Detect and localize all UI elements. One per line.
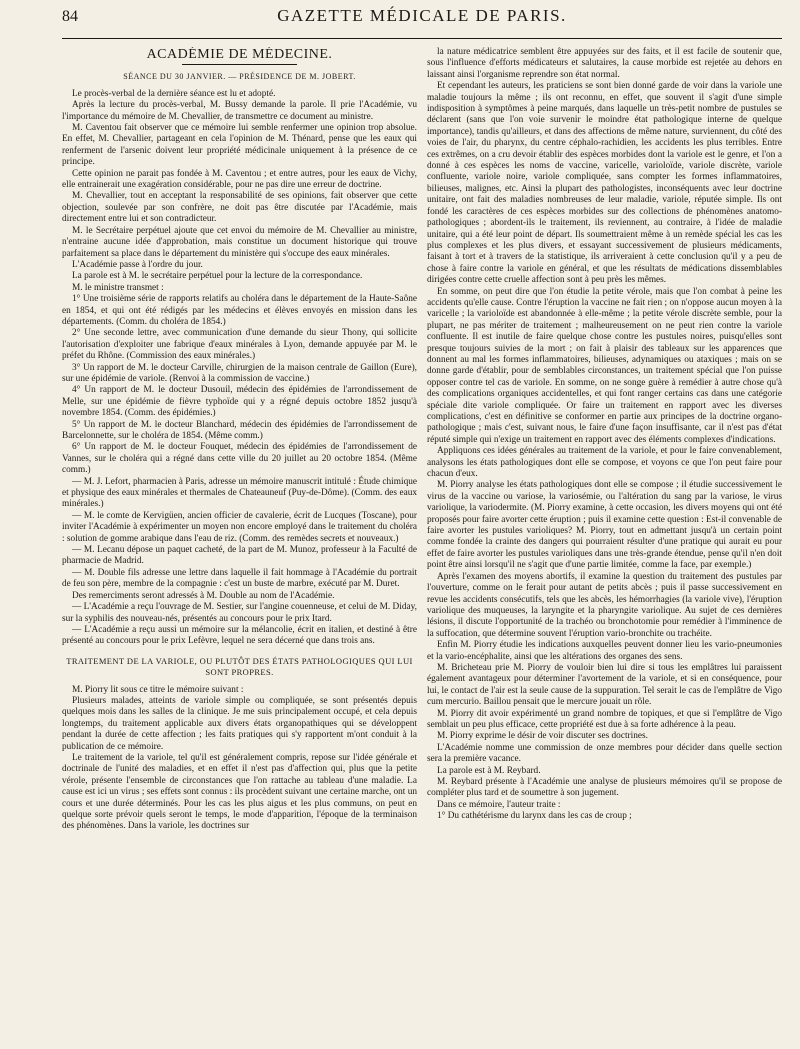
paragraph: M. Piorry dit avoir expérimenté un grand nombre de topiques, et que si l'emplâtre de Vigo semblait un peu plus efficace, cette propriété est due à sa forte adhérence à la peau. [427, 708, 782, 730]
paragraph: 3° Un rapport de M. le docteur Carville, chirurgien de la maison centrale de Gaillon (Eure), sur une épidémie de variole. (Renvoi à la commission de vaccine.) [62, 362, 417, 384]
session-heading: SÉANCE DU 30 JANVIER. — PRÉSIDENCE DE M. JOBERT. [123, 72, 356, 82]
paragraph: L'Académie nomme une commission de onze membres pour décider dans quelle section sera la première vacance. [427, 742, 782, 765]
paragraph: Dans ce mémoire, l'auteur traite : [437, 799, 561, 810]
paragraph: 5° Un rapport de M. le docteur Blanchard, médecin des épidémies de l'arrondissement de Barcelonnette, sur le choléra de 1854. (Même comm.) [62, 419, 417, 441]
paragraph: 6° Un rapport de M. le docteur Fouquet, médecin des épidémies de l'arrondissement de Vannes, sur le choléra qui a régné dans cette ville du 20 juillet au 20 octobre 1854. (Même comm.) [62, 442, 417, 476]
paragraph: La parole est à M. Reybard. [437, 765, 541, 776]
paragraph: — M. J. Lefort, pharmacien à Paris, adresse un mémoire manuscrit intitulé : Étude chimique et physique des eaux minérales et thermales de Chateauneuf (Puy-de-Dôme). (Comm. des eaux minérales.) [62, 476, 417, 510]
paragraph: 1° Du cathétérisme du larynx dans les cas de croup ; [437, 811, 632, 822]
paragraph: la nature médicatrice semblent être appuyées sur des faits, et il est facile de soutenir que, sous l'influence d'efforts médicateurs et salutaires, la cause morbide est rejetée au dehors en laissant ainsi l'organisme reprendre son état normal. [427, 47, 782, 80]
paragraph: Le procès-verbal de la dernière séance est lu et adopté. [72, 88, 276, 99]
paragraph: Après l'examen des moyens abortifs, il examine la question du traitement des pustules par l'ouverture, comme on le ferait pour autant de petits abcès ; puis il passe successivement en revue les accidents consécutifs, tels que les abcès, les hémorrhagies (la variole vive), l'éruption variolique des muqueuses, la laryngite et la pharyngite variolique. Au sujet de ces dernières lésions, il discute l'opportunité de la trachéo ou bronchotomie pour remédier à l'imminence de la suffocation, que détermine souvent l'éruption vario-bronchite ou trachéite. [427, 571, 782, 639]
paragraph: — M. Lecanu dépose un paquet cacheté, de la part de M. Munoz, professeur à la Faculté de pharmacie de Madrid. [62, 545, 417, 567]
columns [62, 47, 782, 1047]
paragraph: — L'Académie a reçu aussi un mémoire sur la mélancolie, écrit en italien, et destiné à être présenté au concours pour le prix Lefèvre, lequel ne sera décerné que dans trois ans. [62, 624, 417, 647]
paragraph: 2° Une seconde lettre, avec communication d'une demande du sieur Thony, qui sollicite l'autorisation d'exploiter une fabrique d'eaux minérales à Lyon, demande appuyée par M. le préfet du Rhône. (Commission des eaux minérales.) [62, 328, 417, 362]
paragraph: M. Caventou fait observer que ce mémoire lui semble renfermer une opinion trop absolue. En effet, M. Chevallier, partageant en cela l'opinion de M. Thénard, pense que les eaux qui renferment de l'arsenic doivent leur propriété médicinale uniquement à la présence de ce principe. [62, 123, 417, 168]
paragraph: 1° Une troisième série de rapports relatifs au choléra dans le département de la Haute-Saône en 1854, et qui ont été rédigés par les médecins et élèves envoyés en mission dans les départements. (Comm. du choléra de 1854.) [62, 294, 417, 327]
paragraph: Le traitement de la variole, tel qu'il est généralement compris, repose sur l'idée générale et doctrinale de l'unité des maladies, et en effet il n'est pas d'affection qui, plus que la petite vérole, présente l'ensemble de circonstances que l'on rattache au tableau d'une maladie. La cause est ici un virus ; ses effets sont connus : ils procèdent suivant une certaine marche, ont un cours et une durée déterminés. Pour les cas les plus aigus et les plus communs, on peut en quelque sorte prévoir quels seront le temps, le mode d'apparition, l'époque de la terminaison des phénomènes. Dans la variole, les doctrines sur [62, 752, 417, 832]
paragraph: 4° Un rapport de M. le docteur Dusouil, médecin des épidémies de l'arrondissement de Melle, sur une épidémie de fièvre typhoïde qui y a régné depuis octobre 1852 jusqu'à novembre 1854. (Comm. des épidémies.) [62, 385, 417, 419]
paragraph: Plusieurs malades, atteints de variole simple ou compliquée, se sont présentés depuis quelques mois dans les salles de la clinique. Je me suis principalement occupé, et cela depuis longtemps, du traitement applicable aux divers états organopathiques qui se développent pendant la durée de cette affection ; les faits pratiques qui s'y rapportent m'ont conduit à la publication de ce mémoire. [62, 695, 417, 752]
paragraph: Après la lecture du procès-verbal, M. Bussy demande la parole. Il prie l'Académie, vu l'importance du mémoire de M. Chevallier, de transmettre ce document au ministre. [62, 100, 417, 122]
page-number: 84 [62, 8, 78, 25]
paragraph: M. Reybard présente à l'Académie une analyse de plusieurs mémoires qu'il se propose de compléter plus tard et de soumettre à son jugement. [427, 777, 782, 799]
paragraph: M. Piorry lit sous ce titre le mémoire suivant : [72, 684, 244, 695]
paragraph: Et cependant les auteurs, les praticiens se sont bien donné garde de voir dans la variole une maladie toujours la même ; ils ont reconnu, en effet, que souvent il s'agit d'une simple indisposition à symptômes à peine marqués, dans laquelle un très-petit nombre de pustules se déclarent (sans que l'on voie survenir le moindre état pathologique interne de quelque importance), tandis qu'ailleurs, et dans des affections de même nature, surviennent, du côté des voies de l'air, du pharynx, du centre céphalo-rachidien, les accidents les plus terribles. Entre ces extrêmes, on a cru devoir établir des espèces morbides dont la variole est le genre, et l'on a donné à ces espèces les noms de vaccine, varicelle, varioloïde, variole discrète, variole confluente, variole noire, variole compliquée, sans compter les formes inflammatoires, bilieuses, malignes, etc. Ainsi la plupart des pathologistes, inconséquents avec leur doctrine unitaire, ont fait des maladies nombreuses de leur maladie, variole, réputée simple. Ils ont fondé les caractères de ces espèces morbides sur des collections de phénomènes anatomo-pathologiques ; abordent-ils le traitement, ils reviennent, au contraire, à l'idée de maladie unitaire, qui a été leur point de départ. Ils soumettraient même à un remède spécial les cas les plus complexes et les plus divers, et essayant successivement de plusieurs médicaments, faisant à tort et à travers de la statistique, ils arriveraient à cette conclusion qu'il y a peu de chose à faire contre la variole en général, et que les résultats de médications dissemblables dirigées contre cette cruelle affection sont à peu près les mêmes. [427, 81, 782, 286]
paragraph: Cette opinion ne parait pas fondée à M. Caventou ; et entre autres, pour les eaux de Vichy, elle entrainerait une exagération considérable, pour ne pas dire une erreur de doctrine. [62, 168, 417, 191]
paragraph: La parole est à M. le secrétaire perpétuel pour la lecture de la correspondance. [72, 271, 363, 282]
paragraph: L'Académie passe à l'ordre du jour. [72, 259, 203, 270]
paragraph: — M. le comte de Kervigüen, ancien officier de cavalerie, écrit de Lucques (Toscane), pour inviter l'Académie à expérimenter un moyen non encore employé dans le traitement du choléra : solution de gomme arabique dans l'eau de riz. (Comm. des remèdes secrets et nouveaux.) [62, 510, 417, 544]
paragraph: — L'Académie a reçu l'ouvrage de M. Sestier, sur l'angine couenneuse, et celui de M. Diday, sur la syphilis des nouveau-nés, présentés au concours pour le prix Itard. [62, 602, 417, 624]
paragraph: M. le ministre transmet : [72, 282, 164, 293]
paragraph: M. Piorry exprime le désir de voir discuter ses doctrines. [437, 731, 648, 742]
paragraph: M. le Secrétaire perpétuel ajoute que cet envoi du mémoire de M. Chevallier au ministre, n'entraine aucune idée d'approbation, mais constitue un document historique qui trouve parfaitement sa place dans le département du ministère qui s'occupe des eaux minérales. [62, 225, 417, 259]
paragraph: Des remerciments seront adressés à M. Double au nom de l'Académie. [72, 590, 335, 601]
journal-title: GAZETTE MÉDICALE DE PARIS. [277, 6, 567, 25]
divider [182, 64, 297, 65]
article-title: TRAITEMENT DE LA VARIOLE, OU PLUTÔT DES ÉTATS PATHOLOGIQUES QUI LUI SONT PROPRES. [66, 655, 413, 678]
section-title: ACADÉMIE DE MÉDECINE. [146, 47, 333, 62]
paragraph: Appliquons ces idées générales au traitement de la variole, et pour le faire convenablement, analysons les états pathologiques dont elle se compose, et voyons ce que l'on peut faire pour chacun d'eux. [427, 446, 782, 480]
running-header [62, 6, 782, 39]
paragraph: En somme, on peut dire que l'on étudie la petite vérole, mais que l'on combat à peine les accidents qu'elle cause. Contre l'éruption la vaccine ne fait rien ; on n'oppose aucun moyen à la varicelle ; la varioloïde est abandonnée à elle-même ; la petite vérole discrète semble, pour la plupart, ne pas mériter de traitement ; malheureusement on ne peut rien contre la variole confluente. Il est inutile de faire quelque chose contre les pustules noires, puisqu'elles sont presque toujours suivies de la mort ; on fait à plaisir des tableaux sur les apparences que donnent au mal les formes inflammatoires, bilieuses, adynamiques ou ataxiques ; mais on se donne garde d'établir, pour de semblables circonstances, un traitement spécial que l'on puisse opposer contre tel cas de variole. En somme, on ne songe guère à remédier à autre chose qu'à des complications organiques accidentelles, et qui font ranger certains cas dans une catégorie spéciale dite variole compliquée. Or faire un traitement en rapport avec les diverses complications, c'est en définitive se conformer en partie aux principes de la doctrine organo-pathologique ; mais c'est, suivant nous, le faire d'une façon insuffisante, car il n'est pas d'état réputé simple qui n'exige un traitement en rapport avec des éléments complexes d'indications. [427, 286, 782, 445]
right-column [427, 47, 782, 1047]
left-column [62, 47, 417, 1047]
paragraph: — M. Double fils adresse une lettre dans laquelle il fait hommage à l'Académie du portrait de feu son père, membre de la compagnie : c'est un buste de marbre, exécuté par M. Duret. [62, 567, 417, 590]
paragraph: M. Bricheteau prie M. Piorry de vouloir bien lui dire si tous les emplâtres lui paraissent également avantageux pour déterminer l'avortement de la variole, et si en conséquence, pour lui, le contact de l'air est la seule cause de la suppuration. Tel serait le cas de l'emplâtre de Vigo cum mercurio. Baillou pensait que le mercure jouait un rôle. [427, 662, 782, 708]
paragraph: Enfin M. Piorry étudie les indications auxquelles peuvent donner lieu les vario-pneumonies et la vario-encéphalite, ainsi que les altérations des organes des sens. [427, 640, 782, 662]
paragraph: M. Chevallier, tout en acceptant la responsabilité de ses opinions, fait observer que cette objection, soulevée par son confrère, ne doit pas être discutée par l'Académie, mais directement entre lui et son contradicteur. [62, 191, 417, 225]
paragraph: M. Piorry analyse les états pathologiques dont elle se compose ; il étudie successivement le virus de la vaccine ou variose, la variosémie, ou l'altération du sang par la variose, le virus variolique, la variodermite. (M. Piorry examine, à cette occasion, les divers moyens qui ont été proposés pour faire avorter cette éruption ; puis il examine cette question : Est-il convenable de faire avorter les pustules varioliques? M. Piorry, tout en admettant jusqu'à un certain point comme fondée la crainte des dangers qui pourraient résulter d'une pratique qui aurait eu pour effet de faire avorter les pustules varioliques dans une très-grande étendue, pense qu'il n'en doit point être ainsi lorsqu'il ne s'agit que d'une partie limitée, comme la face, par exemple.) [427, 480, 782, 571]
